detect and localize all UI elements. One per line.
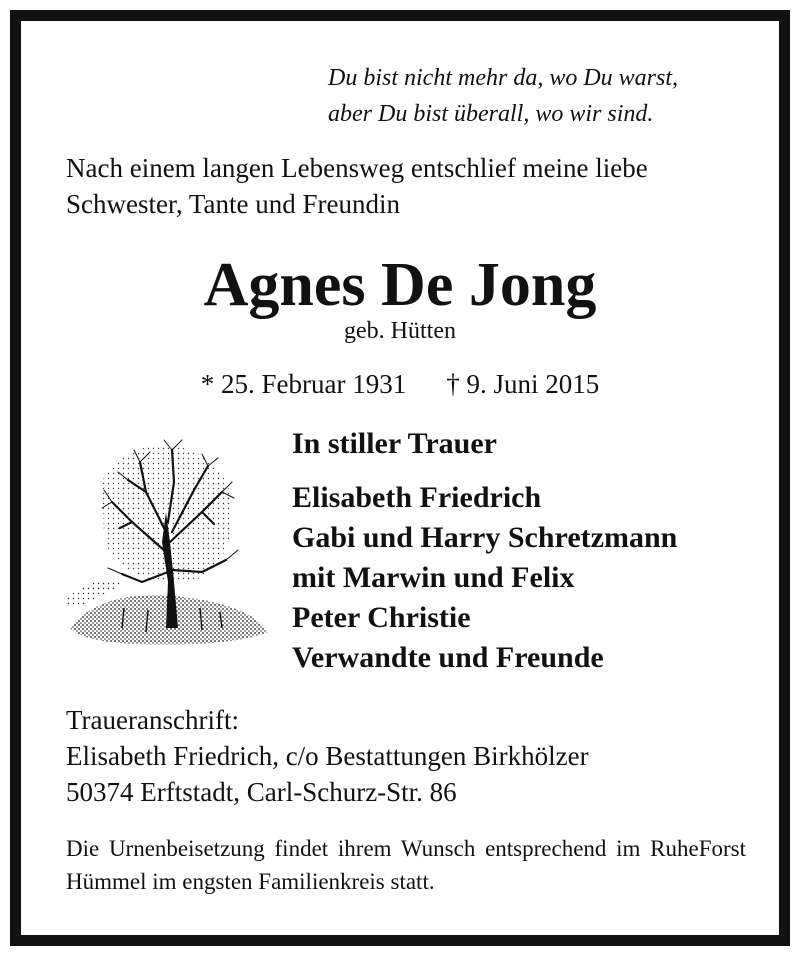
intro-line: Nach einem langen Lebensweg entschlief meine liebe — [66, 153, 648, 183]
mourning-address — [66, 702, 766, 810]
motto-verse — [328, 60, 748, 132]
mourner-name: Elisabeth Friedrich — [292, 481, 542, 514]
burial-note: Die Urnenbeisetzung findet ihrem Wunsch entsprechend im RuheForst Hümmel im engsten Familienkreis statt. — [66, 836, 746, 894]
mourners-block — [292, 424, 772, 678]
birth-date: * 25. Februar 1931 — [200, 369, 407, 399]
birth-name: geb. Hütten — [344, 318, 456, 344]
mourner-name: Peter Christie — [292, 601, 471, 634]
address-line: 50374 Erftstadt, Carl-Schurz-Str. 86 — [66, 777, 457, 807]
mourner-name: Verwandte und Freunde — [292, 641, 604, 674]
tree-icon — [62, 432, 272, 668]
motto-line: Du bist nicht mehr da, wo Du warst, — [328, 65, 679, 91]
motto-line: aber Du bist überall, wo wir sind. — [328, 101, 654, 127]
address-line: Elisabeth Friedrich, c/o Bestattungen Birkhölzer — [66, 741, 589, 771]
mourner-name: mit Marwin und Felix — [292, 561, 575, 594]
address-label: Traueranschrift: — [66, 705, 239, 735]
mourner-name: Gabi und Harry Schretzmann — [292, 521, 678, 554]
intro-line: Schwester, Tante und Freundin — [66, 189, 400, 219]
death-date: † 9. Juni 2015 — [446, 369, 600, 399]
intro-text — [66, 150, 756, 222]
life-dates — [0, 366, 800, 402]
deceased-name: Agnes De Jong — [203, 251, 597, 319]
mourners-heading: In stiller Trauer — [292, 427, 497, 460]
